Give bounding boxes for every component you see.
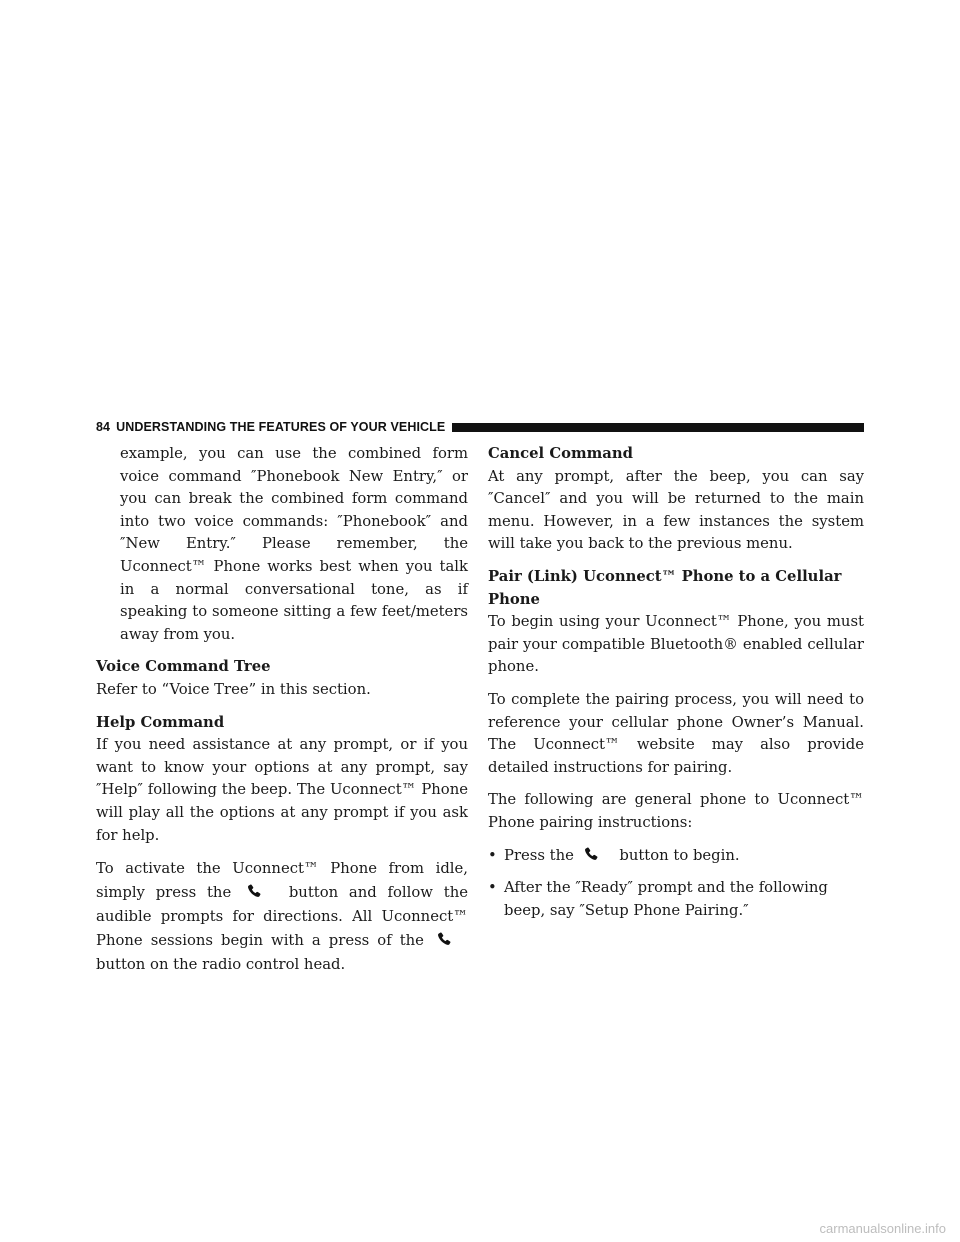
general-paragraph: The following are general phone to Uconnect™ Phone pairing instructions: [488, 791, 864, 831]
intro-paragraph: example, you can use the combined form voice command ″Phonebook New Entry,″ or you can break the combined form command into two voice commands: ″Phonebook″ and ″New Entry.″ Please remember, the Uconnect™ Phone works best when you talk in a normal conversational tone, as if speaking to someone sitting a few feet/meters away from you. [120, 445, 468, 643]
left-column [96, 443, 468, 987]
activate-text-b: button and follow the audible prompts for directions. All Uconnect™ Phone sessions begin with a press of the [96, 884, 468, 950]
bullet1-text-a: Press the [504, 846, 574, 864]
help-heading: Help Command [96, 713, 225, 731]
voice-tree-paragraph: Refer to “Voice Tree” in this section. [96, 680, 371, 698]
complete-paragraph: To complete the pairing process, you will need to reference your cellular phone Owner’s Manual. The Uconnect™ website may also provide detailed instructions for pairing. [488, 690, 864, 776]
watermark: carmanualsonline.info [819, 1221, 946, 1236]
activate-text-a: To activate the Uconnect™ Phone from idle, simply press the [96, 860, 468, 902]
pair-heading: Pair (Link) Uconnect™ Phone to a Cellular Phone [488, 567, 842, 608]
voice-tree-heading: Voice Command Tree [96, 658, 271, 676]
help-paragraph: If you need assistance at any prompt, or if you want to know your options at any prompt, say ″Help″ following the beep. The Uconnect™ Phone will play all the options at any prompt if you ask for help. [96, 736, 468, 844]
list-item [488, 877, 864, 922]
phone-handset-icon [432, 931, 468, 947]
phone-handset-icon [242, 883, 278, 899]
bullet-mark: • [488, 846, 497, 864]
list-item [488, 845, 864, 868]
header-rule [452, 423, 864, 432]
cancel-heading: Cancel Command [488, 445, 633, 462]
pairing-steps-list [488, 845, 864, 923]
right-column [488, 443, 864, 932]
section-title: UNDERSTANDING THE FEATURES OF YOUR VEHICLE [116, 420, 446, 434]
bullet2-text: After the ″Ready″ prompt and the following beep, say ″Setup Phone Pairing.″ [504, 879, 828, 919]
bullet1-text-b: button to begin. [619, 846, 740, 864]
activate-paragraph [96, 857, 468, 977]
bullet-mark: • [488, 879, 497, 897]
cancel-paragraph: At any prompt, after the beep, you can say ″Cancel″ and you will be returned to the main menu. However, in a few instances the system will take you back to the previous menu. [488, 467, 864, 553]
page-header [96, 418, 864, 436]
pair-paragraph: To begin using your Uconnect™ Phone, you must pair your compatible Bluetooth® enabled cellular phone. [488, 613, 864, 676]
activate-text-c: button on the radio control head. [96, 956, 346, 974]
phone-handset-icon [579, 846, 615, 862]
page-number: 84 [96, 420, 111, 434]
